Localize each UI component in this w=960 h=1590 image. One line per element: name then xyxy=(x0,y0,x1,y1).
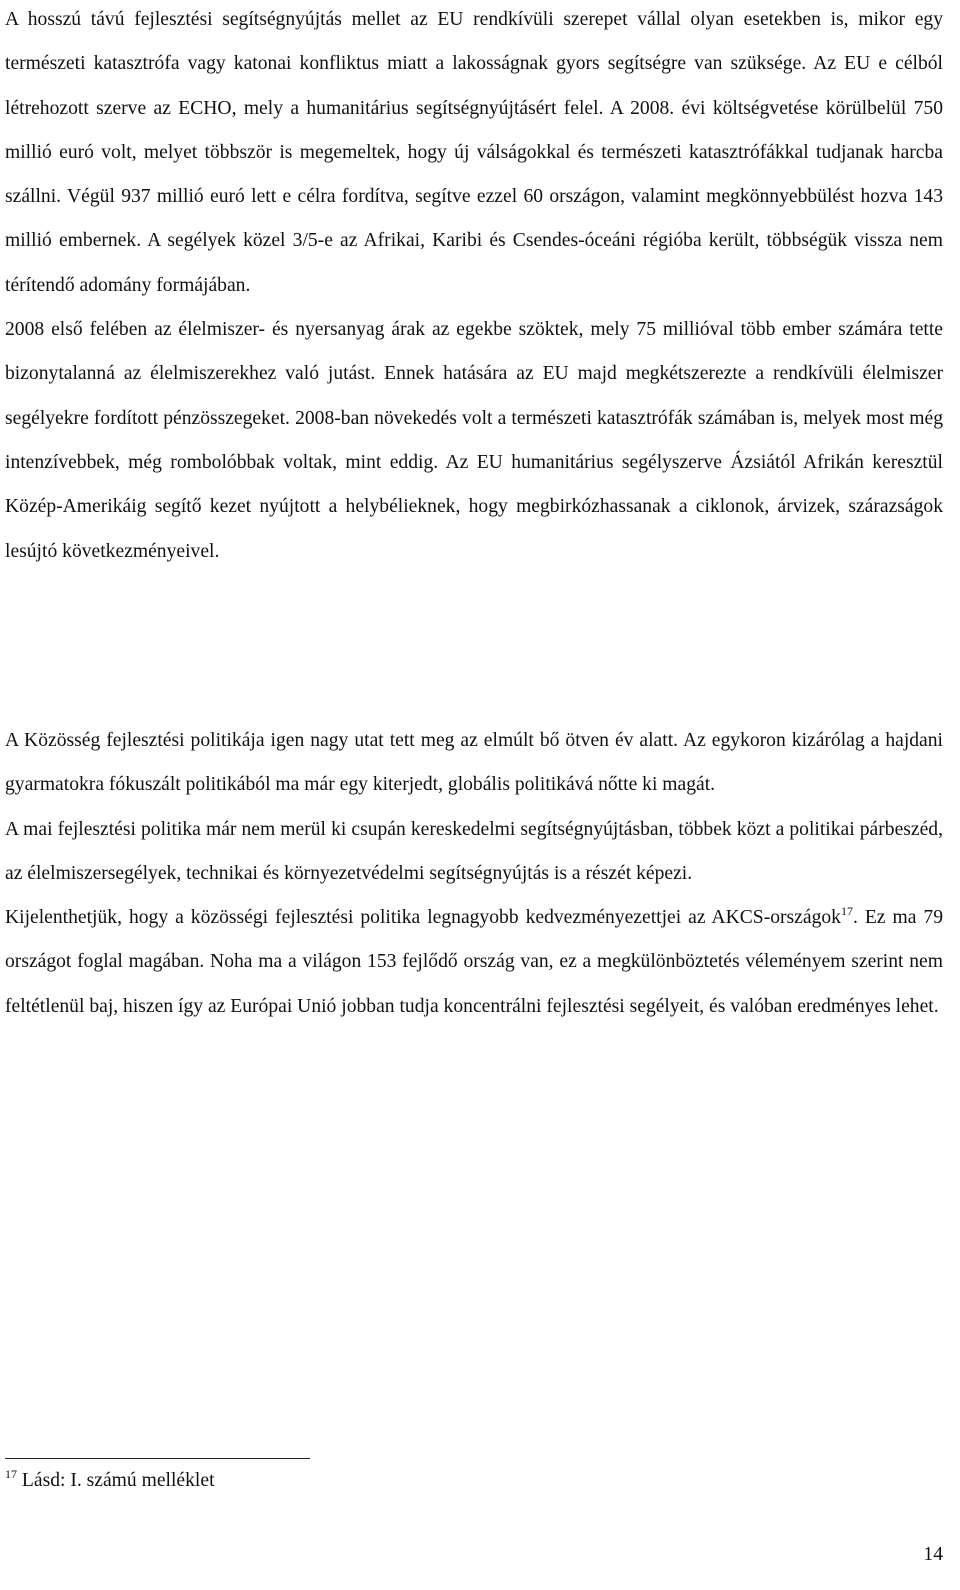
paragraph-food-prices: 2008 első felében az élelmiszer- és nyersanyag árak az egekbe szöktek, mely 75 millióval több ember számára tette bizonytalanná az élelmiszerekhez való jutást. Ennek hatására az EU majd megkétszerezte a rendkívüli élelmiszer segélyekre fordított pénzösszegeket. 2008-ban növekedés volt a természeti katasztrófák számában is, melyek most még intenzívebbek, még rombolóbbak voltak, mint eddig. Az EU humanitárius segélyszerve Ázsiától Afrikán keresztül Közép-Amerikáig segítő kezet nyújtott a helybélieknek, hogy megbirkózhassanak a ciklonok, árvizek, szárazságok lesújtó következményeivel. xyxy=(5,319,943,562)
footnote-number: 17 xyxy=(5,1467,17,1481)
footnote xyxy=(5,1469,215,1493)
paragraph-akcs xyxy=(5,896,943,1029)
akcs-text-before-ref: Kijelenthetjük, hogy a közösségi fejlesztési politika legnagyobb kedvezményezettjei az AKCS-országok xyxy=(5,907,841,929)
paragraph-echo: A hosszú távú fejlesztési segítségnyújtás mellet az EU rendkívüli szerepet vállal olyan esetekben is, mikor egy természeti katasztrófa vagy katonai konfliktus miatt a lakosságnak gyors segítségre van szüksége. Az EU e célból létrehozott szerve az ECHO, mely a humanitárius segítségnyújtásért felel. A 2008. évi költségvetése körülbelül 750 millió euró volt, melyet többször is megemeltek, hogy új válságokkal és természeti katasztrófákkal tudjanak harcba szállni. Végül 937 millió euró lett e célra fordítva, segítve ezzel 60 országon, valamint megkönnyebbülést hozva 143 millió embernek. A segélyek közel 3/5-e az Afrikai, Karibi és Csendes-óceáni régióba került, többségük vissza nem térítendő adomány formájában. xyxy=(5,9,943,296)
footnote-separator xyxy=(5,1458,310,1459)
footnote-reference[interactable]: 17 xyxy=(840,904,853,919)
body-text-top xyxy=(5,0,943,574)
footnote-text: Lásd: I. számú melléklet xyxy=(17,1470,215,1491)
body-text-bottom xyxy=(5,719,943,1029)
paragraph-modern-policy: A mai fejlesztési politika már nem merül ki csupán kereskedelmi segítségnyújtásban, többek közt a politikai párbeszéd, az élelmiszersegélyek, technikai és környezetvédelmi segítségnyújtás is a részét képezi. xyxy=(5,818,943,884)
akcs-text-after-ref: . Ez ma 79 országot foglal magában. Noha ma a világon 153 fejlődő ország van, ez a megkülönböztetés véleményem szerint nem feltétlenül baj, hiszen így az Európai Unió jobban tudja koncentrálni fejlesztési segélyeit, és valóban eredményes lehet. xyxy=(5,907,943,1017)
paragraph-community-policy: A Közösség fejlesztési politikája igen nagy utat tett meg az elmúlt bő ötven év alatt. Az egykoron kizárólag a hajdani gyarmatokra fókuszált politikából ma már egy kiterjedt, globális politikává nőtte ki magát. xyxy=(5,730,943,796)
page-number: 14 xyxy=(923,1544,943,1565)
